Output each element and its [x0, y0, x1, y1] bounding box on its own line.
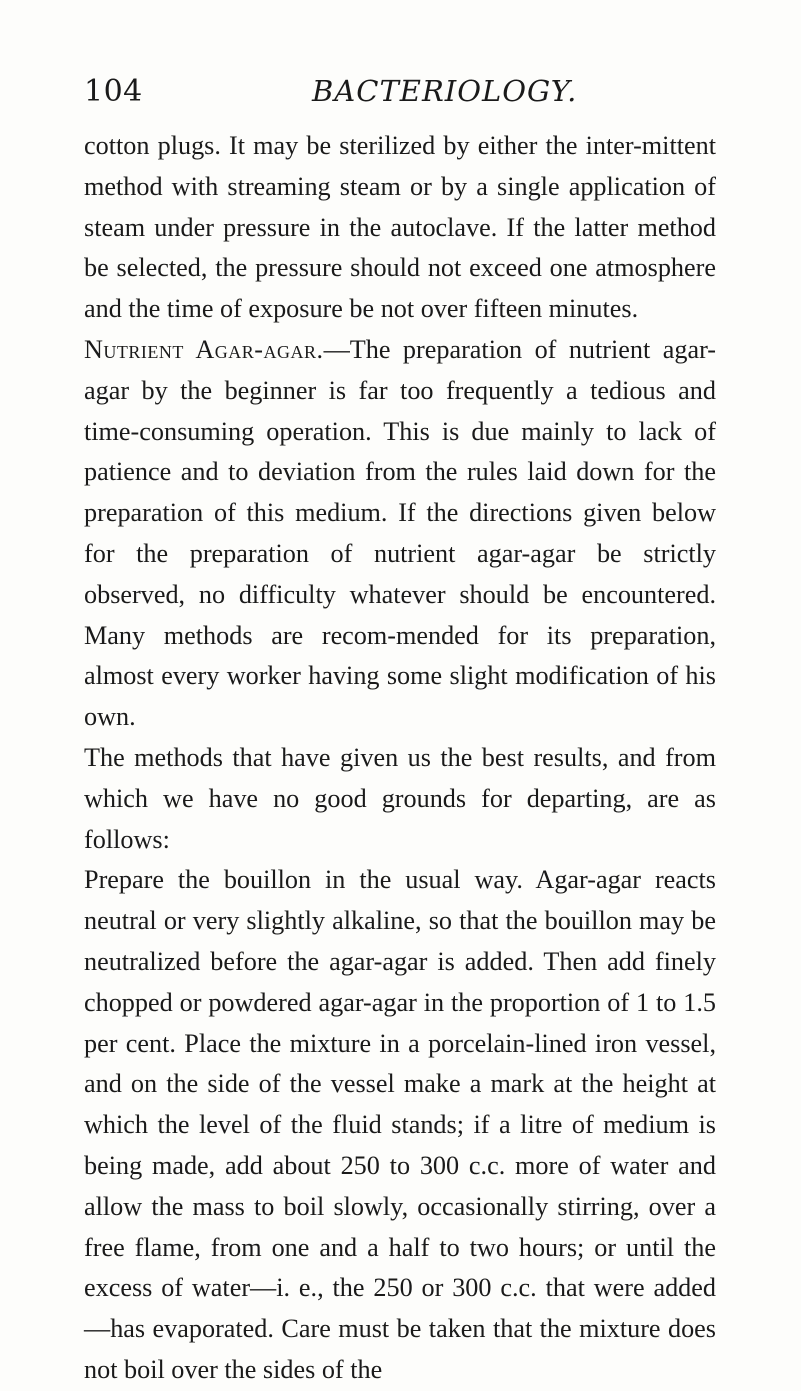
section-heading: Nutrient Agar-agar. — [84, 334, 324, 364]
paragraph-nutrient-agar-body: —The preparation of nutrient agar-agar by the beginner is far too frequently a tedious and time-consuming operation. This is due mainly to lack of patience and to deviation from the rules laid down for the preparation of this medium. If the directions given below for the preparation of nutrient agar-agar be strictly observed, no difficulty whatever should be encountered. Many methods are recom-mended for its preparation, almost every worker having some slight modification of his own. — [84, 334, 716, 732]
running-title: BACTERIOLOGY. — [312, 74, 578, 108]
paragraph-nutrient-agar — [84, 330, 716, 738]
paragraph-preparation: Prepare the bouillon in the usual way. Agar-agar reacts neutral or very slightly alkaline, so that the bouillon may be neutralized before the agar-agar is added. Then add finely chopped or powdered agar-agar in the proportion of 1 to 1.5 per cent. Place the mixture in a porcelain-lined iron vessel, and on the side of the vessel make a mark at the height at which the level of the fluid stands; if a litre of medium is being made, add about 250 to 300 c.c. more of water and allow the mass to boil slowly, occasionally stirring, over a free flame, from one and a half to two hours; or until the excess of water—i. e., the 250 or 300 c.c. that were added—has evaporated. Care must be taken that the mixture does not boil over the sides of the — [84, 865, 716, 1384]
body-text — [84, 126, 716, 1391]
page-number: 104 — [84, 74, 143, 109]
paragraph-methods: The methods that have given us the best results, and from which we have no good grounds for departing, are as follows: — [84, 742, 716, 854]
page-header — [84, 74, 724, 114]
paragraph-sterilization: cotton plugs. It may be sterilized by either the inter-mittent method with streaming steam or by a single application of steam under pressure in the autoclave. If the latter method be selected, the pressure should not exceed one atmosphere and the time of exposure be not over fifteen minutes. — [84, 131, 716, 324]
